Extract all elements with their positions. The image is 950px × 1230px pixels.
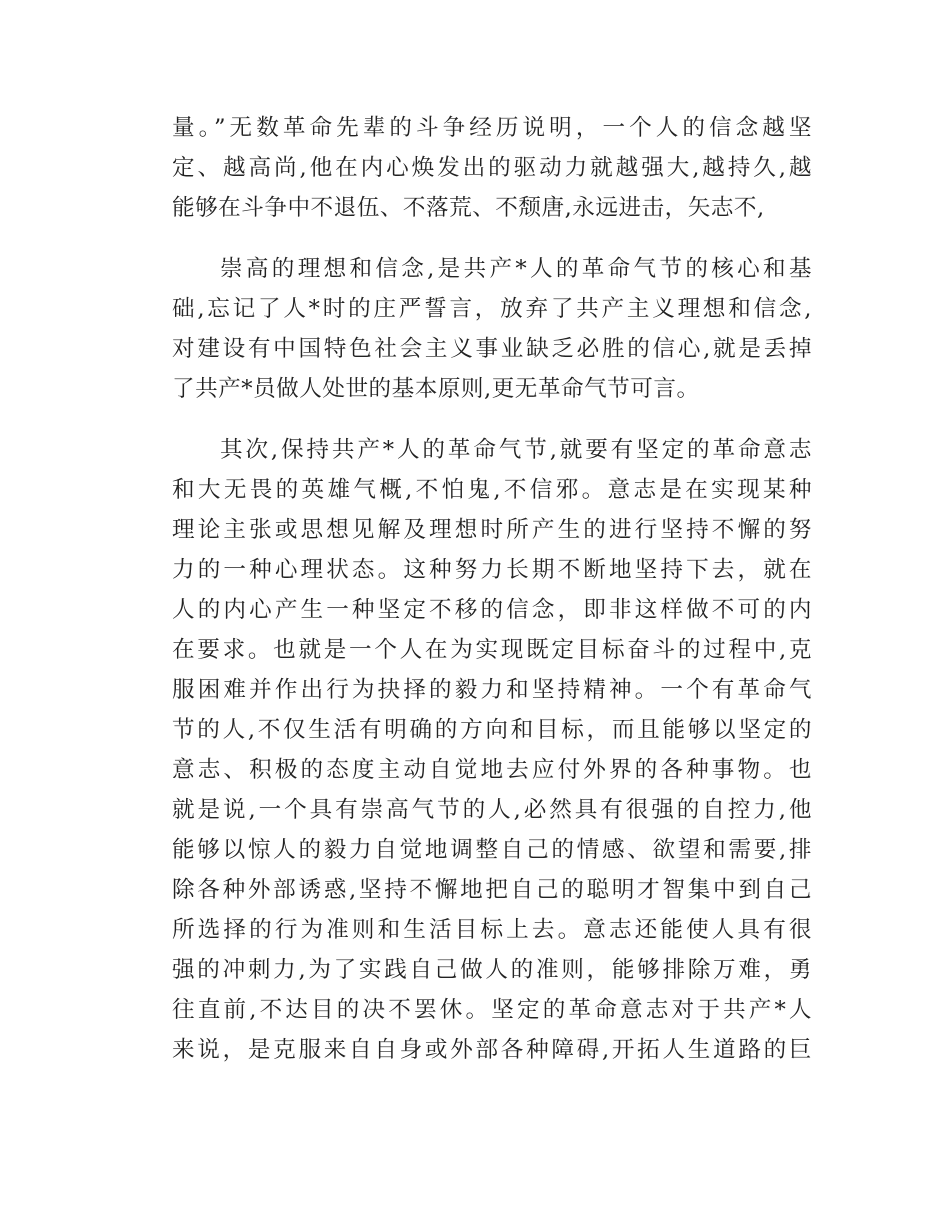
text-line: 节的人,不仅生活有明确的方向和目标，而且能够以坚定的: [172, 717, 812, 743]
text-line: 崇高的理想和信念,是共产*人的革命气节的核心和基: [220, 256, 812, 282]
text-line: 能够在斗争中不退伍、不落荒、不颓唐,永远进击，矢志不,: [172, 195, 765, 221]
text-line: 量。”无数革命先辈的斗争经历说明，一个人的信念越坚: [172, 115, 812, 141]
paragraph: [172, 430, 812, 1070]
text-line: 除各种外部诱惑,坚持不懈地把自己的聪明才智集中到自己: [172, 877, 812, 903]
text-line: 力的一种心理状态。这种努力长期不断地坚持下去，就在: [172, 557, 812, 583]
text-line: 服困难并作出行为抉择的毅力和坚持精神。一个有革命气: [172, 677, 812, 703]
paragraph: [172, 108, 812, 228]
text-line: 意志、积极的态度主动自觉地去应付外界的各种事物。也: [172, 757, 812, 783]
text-line: 来说，是克服来自自身或外部各种障碍,开拓人生道路的巨: [172, 1037, 812, 1063]
text-line: 在要求。也就是一个人在为实现既定目标奋斗的过程中,克: [172, 637, 812, 663]
text-line: 定、越高尚,他在内心焕发出的驱动力就越强大,越持久,越: [172, 155, 812, 181]
paragraph: [172, 249, 812, 409]
text-line: 础,忘记了人*时的庄严誓言，放弃了共产主义理想和信念,: [172, 296, 812, 322]
text-line: 其次,保持共产*人的革命气节,就要有坚定的革命意志: [220, 437, 812, 463]
text-line: 理论主张或思想见解及理想时所产生的进行坚持不懈的努: [172, 517, 812, 543]
paragraph-gap: [172, 409, 812, 430]
text-line: 强的冲刺力,为了实践自己做人的准则，能够排除万难，勇: [172, 957, 812, 983]
text-line: 往直前,不达目的决不罢休。坚定的革命意志对于共产*人: [172, 997, 812, 1023]
text-line: 就是说,一个具有崇高气节的人,必然具有很强的自控力,他: [172, 797, 812, 823]
text-line: 了共产*员做人处世的基本原则,更无革命气节可言。: [172, 376, 700, 402]
text-line: 所选择的行为准则和生活目标上去。意志还能使人具有很: [172, 917, 812, 943]
text-line: 和大无畏的英雄气概,不怕鬼,不信邪。意志是在实现某种: [172, 477, 812, 503]
text-line: 能够以惊人的毅力自觉地调整自己的情感、欲望和需要,排: [172, 837, 812, 863]
text-line: 对建设有中国特色社会主义事业缺乏必胜的信心,就是丢掉: [172, 336, 812, 362]
paragraph-gap: [172, 228, 812, 249]
document-page: [172, 108, 812, 1070]
text-line: 人的内心产生一种坚定不移的信念，即非这样做不可的内: [172, 597, 812, 623]
